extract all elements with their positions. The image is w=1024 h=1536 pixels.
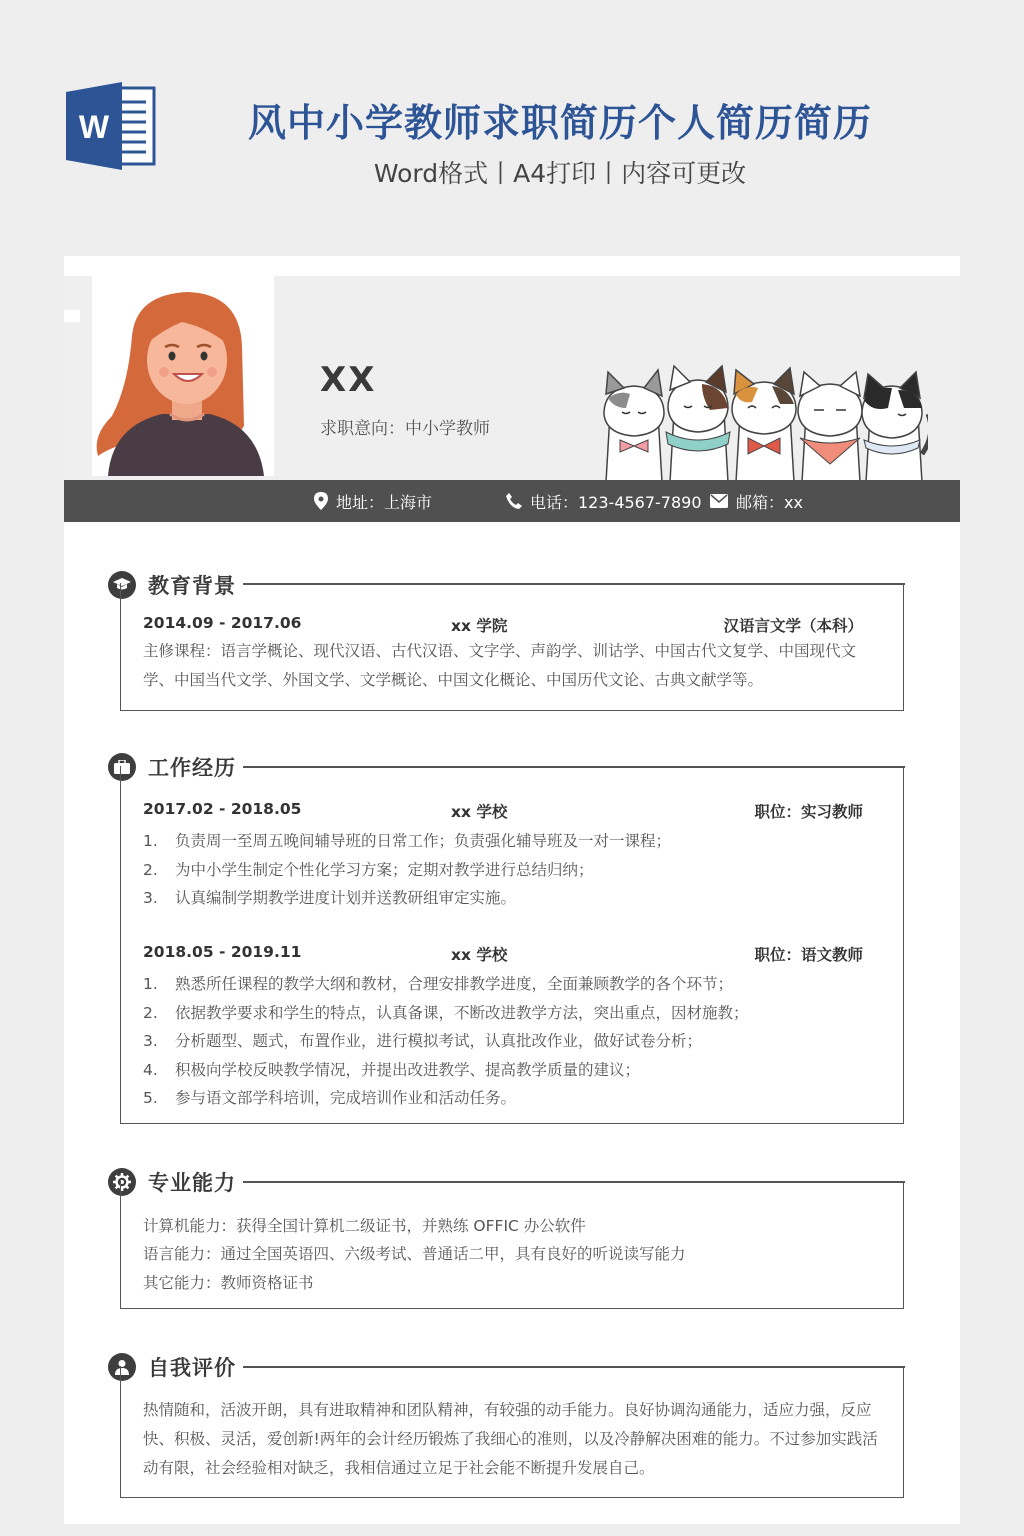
phone-icon [506, 493, 522, 509]
section-title-work: 工作经历 [148, 756, 236, 780]
job-2-position: 职位：语文教师 [754, 946, 863, 964]
education-courses: 主修课程：语言学概论、现代汉语、古代汉语、文字学、声韵学、训诂学、中国古代文复学、中国现代文学、中国当代文学、外国文学、文学概论、中国文化概论、中国历代文论、古典文献学等。 [143, 642, 857, 689]
contact-email [710, 480, 803, 522]
contact-bar [64, 480, 960, 522]
cats-illustration [596, 364, 928, 482]
job-1-duty-2: 2. 为中小学生制定个性化学习方案；定期对教学进行总结归纳； [143, 861, 594, 879]
phone-text: 电话：123-4567-7890 [530, 492, 702, 512]
woman-avatar-illustration [92, 276, 274, 476]
section-education-box [120, 583, 904, 711]
avatar [92, 276, 274, 476]
mail-icon [710, 494, 728, 508]
contact-address [314, 480, 432, 522]
section-title-education: 教育背景 [148, 574, 236, 598]
svg-text:W: W [78, 109, 110, 145]
section-title-skills: 专业能力 [148, 1171, 236, 1195]
section-title-self-eval: 自我评价 [148, 1356, 236, 1380]
job-2-org: xx 学校 [451, 946, 508, 964]
job-2-duty-2: 2. 依据教学要求和学生的特点，认真备课，不断改进教学方法，突出重点，因材施教； [143, 1004, 749, 1022]
job-1-position: 职位：实习教师 [754, 803, 863, 821]
banner-title: 风中小学教师求职简历个人简历简历 [247, 101, 872, 145]
job-1-period: 2017.02 - 2018.05 [143, 800, 302, 818]
education-school: xx 学院 [451, 617, 508, 635]
word-document-icon [64, 82, 156, 170]
education-row [143, 614, 881, 638]
section-work-box [120, 766, 904, 1124]
self-eval-text: 热情随和，活波开朗，具有进取精神和团队精神，有较强的动手能力。良好协调沟通能力，适应力强，反应快、积极、灵活，爱创新!两年的会计经历锻炼了我细心的准则，以及冷静解决困难的能力。不过参加实践活动有限，社会经验相对缺乏，我相信通过立足于社会能不断提升发展自己。 [143, 1401, 878, 1477]
job-2-duty-1: 1. 熟悉所任课程的教学大纲和教材，合理安排教学进度，全面兼顾教学的各个环节； [143, 975, 734, 993]
job-2-duty-5: 5. 参与语文部学科培训，完成培训作业和活动任务。 [143, 1089, 517, 1107]
contact-phone [506, 480, 702, 522]
email-text: 邮箱：xx [736, 492, 803, 512]
job-2-period: 2018.05 - 2019.11 [143, 943, 302, 961]
job-2-row [143, 943, 881, 967]
candidate-name: XX [320, 360, 377, 400]
section-self-eval-box [120, 1366, 904, 1498]
job-1-org: xx 学校 [451, 803, 508, 821]
job-2-duty-4: 4. 积极向学校反映教学情况，并提出改进教学、提高教学质量的建议； [143, 1061, 641, 1079]
resume-page [64, 256, 960, 1524]
banner-subtitle: Word格式丨A4打印丨内容可更改 [373, 159, 747, 188]
education-major: 汉语言文学（本科） [723, 617, 863, 635]
header-notch [64, 310, 80, 322]
job-2-duty-3: 3. 分析题型、题式，布置作业，进行模拟考试，认真批改作业，做好试卷分析； [143, 1032, 703, 1050]
location-pin-icon [314, 492, 328, 510]
job-objective: 求职意向：中小学教师 [320, 419, 490, 439]
skill-computer: 计算机能力：获得全国计算机二级证书，并熟练 OFFIC 办公软件 [143, 1217, 586, 1235]
skill-language: 语言能力：通过全国英语四、六级考试、普通话二甲，具有良好的听说读写能力 [143, 1245, 686, 1263]
job-1-duty-1: 1. 负责周一至周五晚间辅导班的日常工作；负责强化辅导班及一对一课程； [143, 832, 672, 850]
section-skills-box [120, 1181, 904, 1309]
education-period: 2014.09 - 2017.06 [143, 614, 302, 632]
job-1-row [143, 800, 881, 824]
skill-other: 其它能力：教师资格证书 [143, 1274, 314, 1292]
job-1-duty-3: 3. 认真编制学期教学进度计划并送教研组审定实施。 [143, 889, 517, 907]
address-text: 地址：上海市 [336, 492, 433, 512]
